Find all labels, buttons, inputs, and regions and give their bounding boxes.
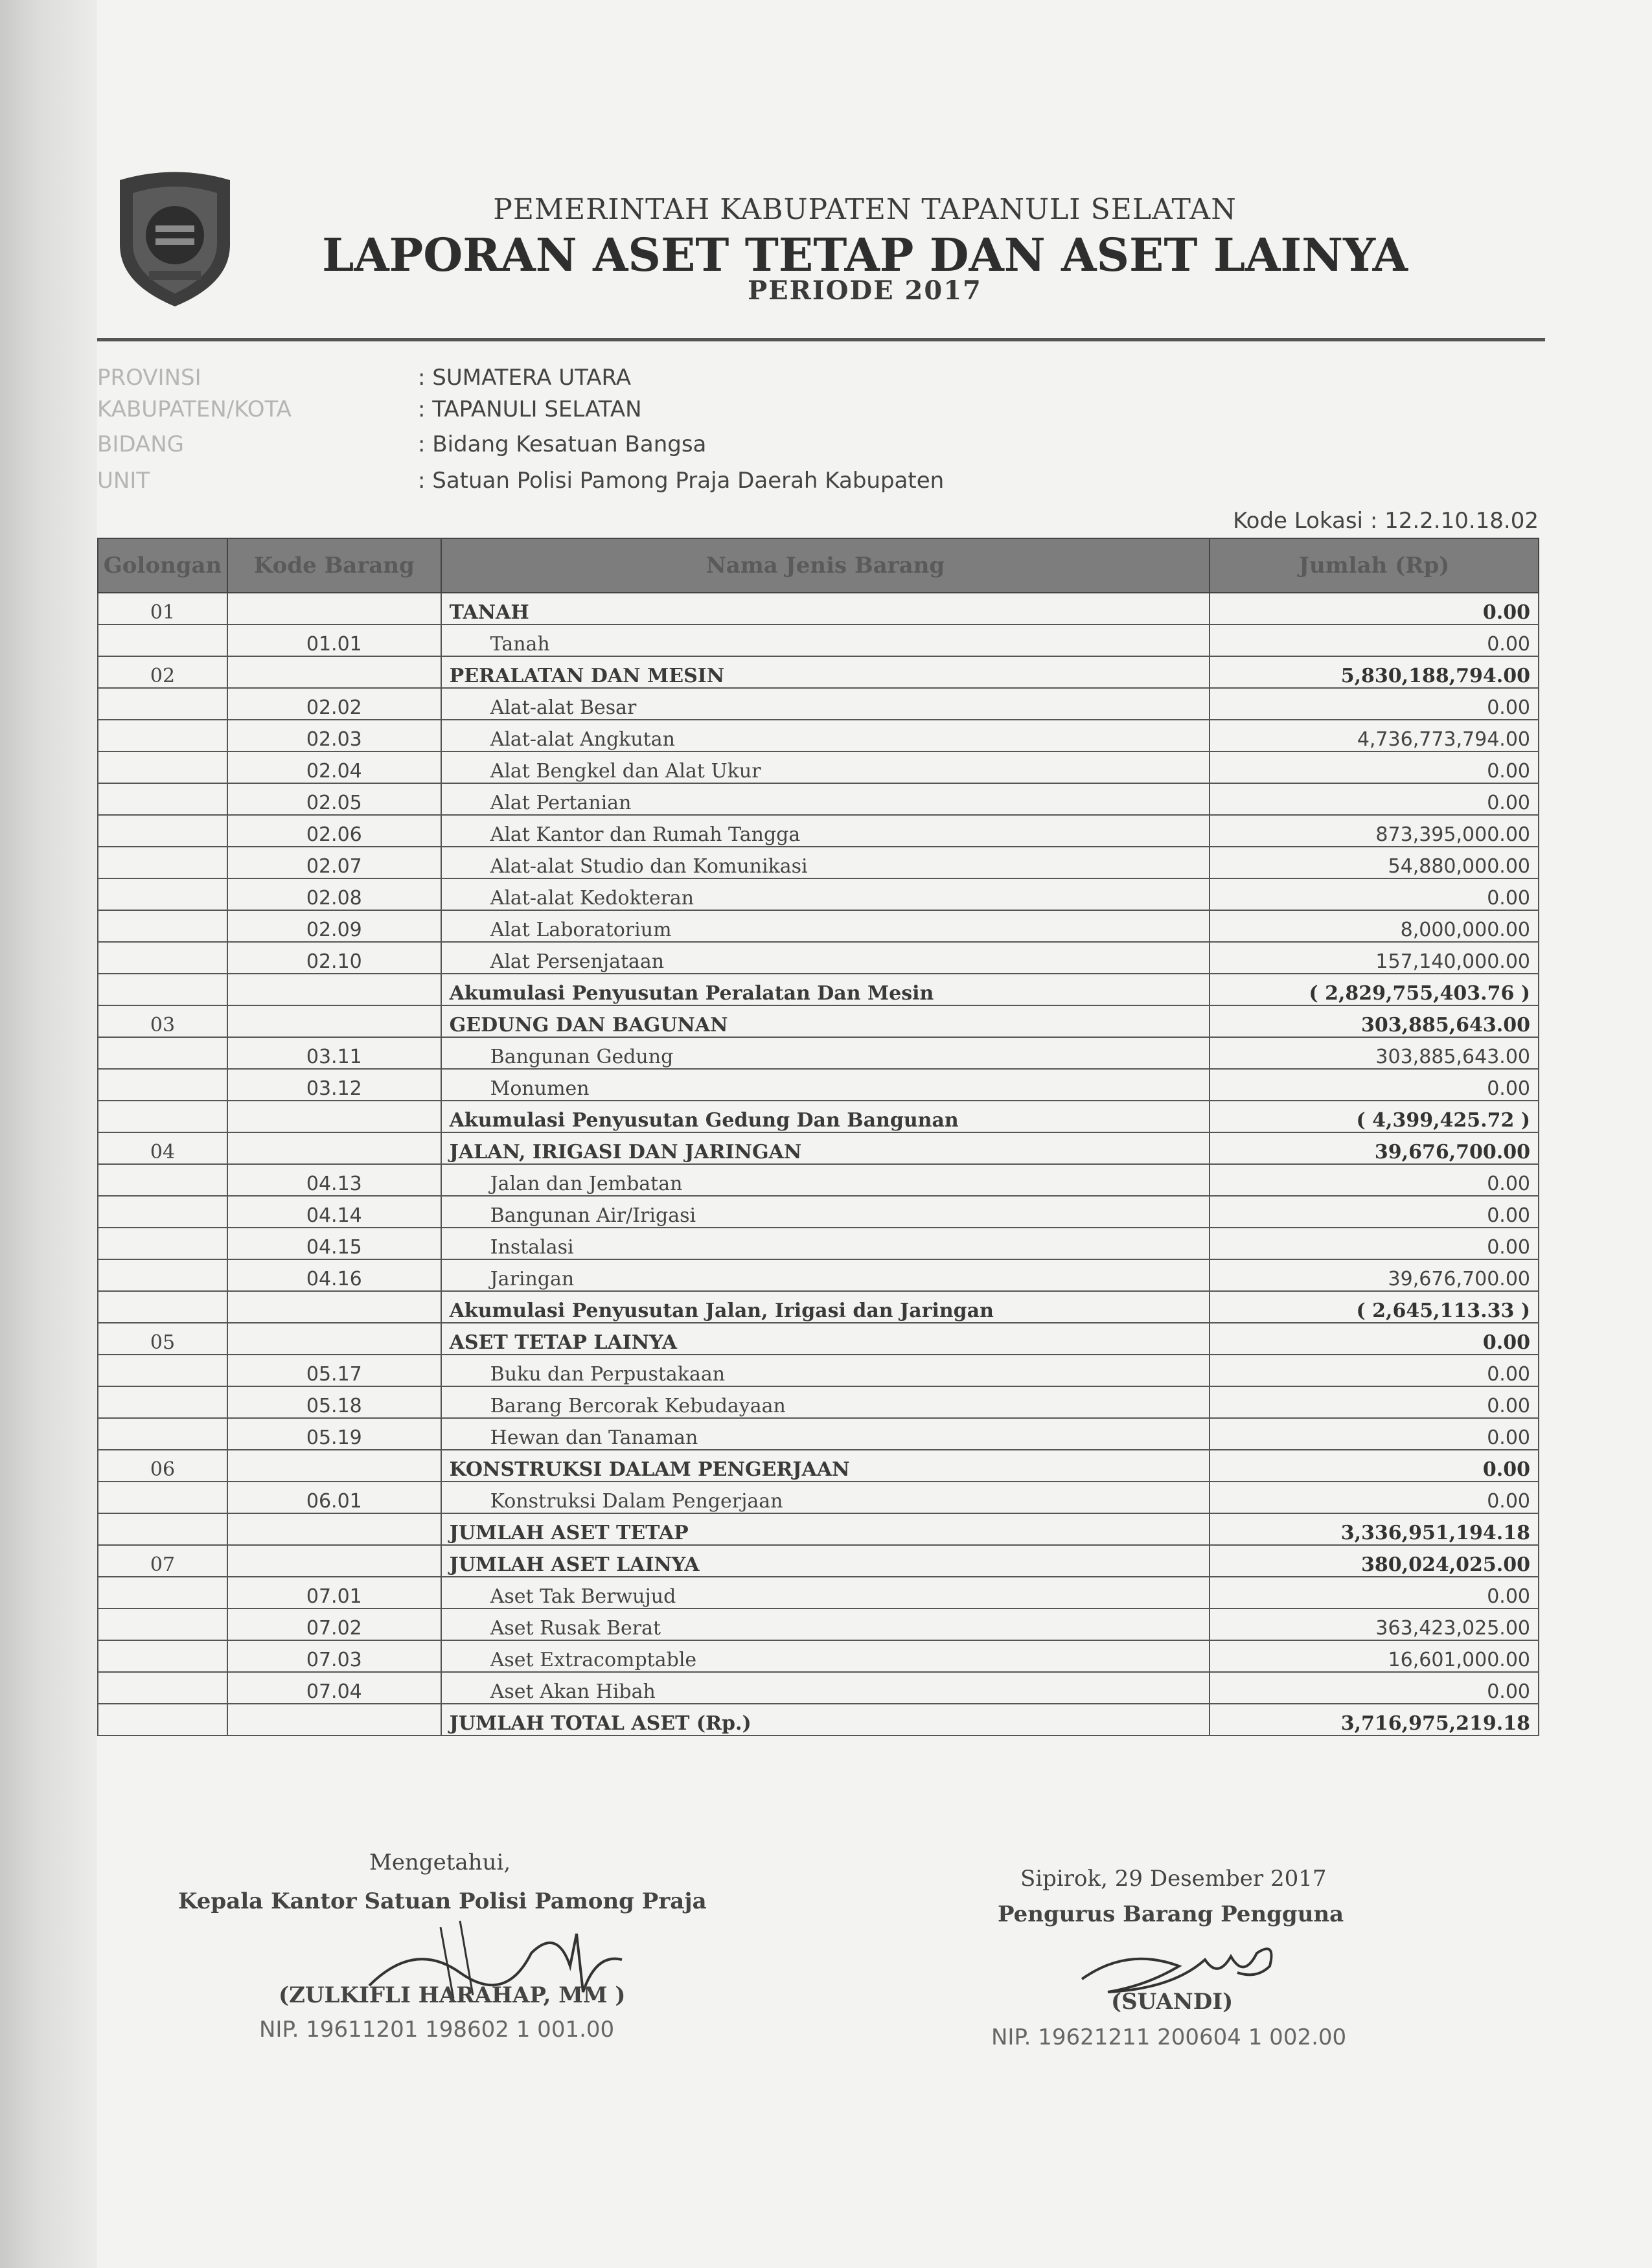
amount-cell: 0.00 bbox=[1210, 1355, 1539, 1386]
item-name-cell: Buku dan Perpustakaan bbox=[441, 1355, 1210, 1386]
amount-cell: 0.00 bbox=[1210, 1577, 1539, 1609]
amount-cell: 0.00 bbox=[1210, 1196, 1539, 1228]
group-code-cell bbox=[98, 1609, 227, 1640]
table-row bbox=[98, 1704, 1539, 1735]
group-code-cell bbox=[98, 847, 227, 878]
item-code-cell: 04.16 bbox=[227, 1259, 441, 1291]
table-row bbox=[98, 688, 1539, 720]
item-code-cell bbox=[227, 1101, 441, 1132]
group-code-cell bbox=[98, 688, 227, 720]
amount-cell: 0.00 bbox=[1210, 1386, 1539, 1418]
item-name-cell: ASET TETAP LAINYA bbox=[441, 1323, 1210, 1355]
amount-cell: 0.00 bbox=[1210, 878, 1539, 910]
amount-cell: 0.00 bbox=[1210, 783, 1539, 815]
amount-cell: 4,736,773,794.00 bbox=[1210, 720, 1539, 751]
asset-table bbox=[97, 538, 1539, 1736]
amount-cell: 303,885,643.00 bbox=[1210, 1005, 1539, 1037]
item-code-cell: 05.17 bbox=[227, 1355, 441, 1386]
item-name-cell: Tanah bbox=[441, 624, 1210, 656]
item-code-cell: 07.01 bbox=[227, 1577, 441, 1609]
table-header-row bbox=[98, 538, 1539, 593]
amount-cell: ( 2,829,755,403.76 ) bbox=[1210, 974, 1539, 1005]
table-row bbox=[98, 593, 1539, 624]
acknowledged-label: Mengetahui, bbox=[369, 1850, 511, 1875]
item-name-cell: Alat-alat Studio dan Komunikasi bbox=[441, 847, 1210, 878]
table-row bbox=[98, 1545, 1539, 1577]
item-code-cell bbox=[227, 1005, 441, 1037]
group-code-cell: 06 bbox=[98, 1450, 227, 1482]
table-row bbox=[98, 1132, 1539, 1164]
column-header: Nama Jenis Barang bbox=[441, 538, 1210, 593]
item-code-cell: 02.10 bbox=[227, 942, 441, 974]
group-code-cell bbox=[98, 1228, 227, 1259]
table-row bbox=[98, 1418, 1539, 1450]
amount-cell: 0.00 bbox=[1210, 751, 1539, 783]
item-code-cell bbox=[227, 1291, 441, 1323]
amount-cell: ( 4,399,425.72 ) bbox=[1210, 1101, 1539, 1132]
table-row bbox=[98, 1482, 1539, 1513]
report-title: LAPORAN ASET TETAP DAN ASET LAINYA bbox=[322, 228, 1408, 282]
item-code-cell bbox=[227, 593, 441, 624]
group-code-cell bbox=[98, 783, 227, 815]
group-code-cell: 03 bbox=[98, 1005, 227, 1037]
amount-cell: ( 2,645,113.33 ) bbox=[1210, 1291, 1539, 1323]
amount-cell: 0.00 bbox=[1210, 593, 1539, 624]
item-name-cell: Bangunan Gedung bbox=[441, 1037, 1210, 1069]
amount-cell: 0.00 bbox=[1210, 1069, 1539, 1101]
amount-cell: 0.00 bbox=[1210, 1450, 1539, 1482]
table-row bbox=[98, 1640, 1539, 1672]
item-code-cell: 03.12 bbox=[227, 1069, 441, 1101]
meta-value: : SUMATERA UTARA bbox=[418, 365, 632, 391]
item-name-cell: Konstruksi Dalam Pengerjaan bbox=[441, 1482, 1210, 1513]
group-code-cell: 05 bbox=[98, 1323, 227, 1355]
item-name-cell: Akumulasi Penyusutan Gedung Dan Bangunan bbox=[441, 1101, 1210, 1132]
table-row bbox=[98, 624, 1539, 656]
group-code-cell bbox=[98, 1291, 227, 1323]
item-name-cell: Aset Tak Berwujud bbox=[441, 1577, 1210, 1609]
group-code-cell bbox=[98, 1196, 227, 1228]
amount-cell: 3,336,951,194.18 bbox=[1210, 1513, 1539, 1545]
item-name-cell: KONSTRUKSI DALAM PENGERJAAN bbox=[441, 1450, 1210, 1482]
table-row bbox=[98, 1323, 1539, 1355]
asset-table-body bbox=[98, 593, 1539, 1735]
amount-cell: 8,000,000.00 bbox=[1210, 910, 1539, 942]
item-name-cell: Jalan dan Jembatan bbox=[441, 1164, 1210, 1196]
table-row bbox=[98, 1196, 1539, 1228]
meta-label: BIDANG bbox=[97, 431, 184, 457]
meta-label: UNIT bbox=[97, 468, 150, 494]
left-signer-name: (ZULKIFLI HARAHAP, MM ) bbox=[279, 1982, 626, 2008]
amount-cell: 5,830,188,794.00 bbox=[1210, 656, 1539, 688]
group-code-cell bbox=[98, 1259, 227, 1291]
table-row bbox=[98, 720, 1539, 751]
item-code-cell: 04.15 bbox=[227, 1228, 441, 1259]
item-code-cell bbox=[227, 1704, 441, 1735]
item-name-cell: Barang Bercorak Kebudayaan bbox=[441, 1386, 1210, 1418]
table-row bbox=[98, 1609, 1539, 1640]
group-code-cell: 04 bbox=[98, 1132, 227, 1164]
meta-unit bbox=[97, 468, 944, 494]
report-period: PERIODE 2017 bbox=[748, 275, 982, 306]
item-name-cell: JALAN, IRIGASI DAN JARINGAN bbox=[441, 1132, 1210, 1164]
item-name-cell: JUMLAH ASET TETAP bbox=[441, 1513, 1210, 1545]
item-code-cell: 02.06 bbox=[227, 815, 441, 847]
group-code-cell bbox=[98, 910, 227, 942]
amount-cell: 39,676,700.00 bbox=[1210, 1259, 1539, 1291]
item-name-cell: Alat-alat Besar bbox=[441, 688, 1210, 720]
group-code-cell bbox=[98, 815, 227, 847]
meta-value: : TAPANULI SELATAN bbox=[418, 396, 642, 422]
item-code-cell: 02.04 bbox=[227, 751, 441, 783]
item-name-cell: Jaringan bbox=[441, 1259, 1210, 1291]
group-code-cell bbox=[98, 624, 227, 656]
table-row bbox=[98, 783, 1539, 815]
table-row bbox=[98, 815, 1539, 847]
meta-regency bbox=[97, 396, 642, 422]
group-code-cell bbox=[98, 1164, 227, 1196]
item-name-cell: Aset Akan Hibah bbox=[441, 1672, 1210, 1704]
amount-cell: 0.00 bbox=[1210, 1323, 1539, 1355]
group-code-cell bbox=[98, 942, 227, 974]
location-code: Kode Lokasi : 12.2.10.18.02 bbox=[1233, 508, 1539, 534]
meta-label: PROVINSI bbox=[97, 365, 201, 391]
item-code-cell: 05.19 bbox=[227, 1418, 441, 1450]
table-row bbox=[98, 1005, 1539, 1037]
group-code-cell bbox=[98, 1386, 227, 1418]
item-name-cell: Monumen bbox=[441, 1069, 1210, 1101]
table-row bbox=[98, 878, 1539, 910]
group-code-cell: 07 bbox=[98, 1545, 227, 1577]
group-code-cell: 02 bbox=[98, 656, 227, 688]
table-row bbox=[98, 1228, 1539, 1259]
item-name-cell: Alat Kantor dan Rumah Tangga bbox=[441, 815, 1210, 847]
item-code-cell: 06.01 bbox=[227, 1482, 441, 1513]
meta-value: : Bidang Kesatuan Bangsa bbox=[418, 431, 707, 457]
item-code-cell bbox=[227, 1450, 441, 1482]
amount-cell: 3,716,975,219.18 bbox=[1210, 1704, 1539, 1735]
table-row bbox=[98, 1450, 1539, 1482]
amount-cell: 0.00 bbox=[1210, 1482, 1539, 1513]
government-name: PEMERINTAH KABUPATEN TAPANULI SELATAN bbox=[493, 193, 1237, 226]
item-name-cell: Aset Extracomptable bbox=[441, 1640, 1210, 1672]
item-code-cell bbox=[227, 1513, 441, 1545]
table-row bbox=[98, 1259, 1539, 1291]
group-code-cell bbox=[98, 1704, 227, 1735]
item-code-cell: 02.03 bbox=[227, 720, 441, 751]
item-name-cell: GEDUNG DAN BAGUNAN bbox=[441, 1005, 1210, 1037]
amount-cell: 0.00 bbox=[1210, 1418, 1539, 1450]
item-code-cell: 03.11 bbox=[227, 1037, 441, 1069]
left-signer-nip: NIP. 19611201 198602 1 001.00 bbox=[259, 2017, 615, 2043]
place-date: Sipirok, 29 Desember 2017 bbox=[1020, 1866, 1327, 1892]
table-row bbox=[98, 1355, 1539, 1386]
amount-cell: 157,140,000.00 bbox=[1210, 942, 1539, 974]
item-code-cell bbox=[227, 1545, 441, 1577]
item-code-cell bbox=[227, 656, 441, 688]
group-code-cell bbox=[98, 751, 227, 783]
table-row bbox=[98, 656, 1539, 688]
table-row bbox=[98, 847, 1539, 878]
group-code-cell bbox=[98, 1577, 227, 1609]
right-signer-title: Pengurus Barang Pengguna bbox=[998, 1901, 1344, 1927]
group-code-cell bbox=[98, 1101, 227, 1132]
item-code-cell: 02.07 bbox=[227, 847, 441, 878]
item-code-cell bbox=[227, 1132, 441, 1164]
group-code-cell bbox=[98, 1640, 227, 1672]
amount-cell: 54,880,000.00 bbox=[1210, 847, 1539, 878]
item-name-cell: TANAH bbox=[441, 593, 1210, 624]
group-code-cell bbox=[98, 1037, 227, 1069]
item-code-cell: 02.05 bbox=[227, 783, 441, 815]
group-code-cell bbox=[98, 1418, 227, 1450]
amount-cell: 39,676,700.00 bbox=[1210, 1132, 1539, 1164]
item-code-cell: 02.08 bbox=[227, 878, 441, 910]
table-row bbox=[98, 1037, 1539, 1069]
group-code-cell bbox=[98, 1355, 227, 1386]
right-signer-name: (SUANDI) bbox=[1111, 1989, 1233, 2015]
item-name-cell: Alat-alat Kedokteran bbox=[441, 878, 1210, 910]
meta-field bbox=[97, 431, 706, 457]
item-name-cell: JUMLAH TOTAL ASET (Rp.) bbox=[441, 1704, 1210, 1735]
meta-label: KABUPATEN/KOTA bbox=[97, 396, 292, 422]
item-name-cell: Alat Laboratorium bbox=[441, 910, 1210, 942]
table-row bbox=[98, 1672, 1539, 1704]
item-name-cell: Alat Bengkel dan Alat Ukur bbox=[441, 751, 1210, 783]
group-code-cell bbox=[98, 878, 227, 910]
right-signer-nip: NIP. 19621211 200604 1 002.00 bbox=[991, 2024, 1347, 2050]
group-code-cell bbox=[98, 720, 227, 751]
group-code-cell bbox=[98, 1513, 227, 1545]
table-row bbox=[98, 1069, 1539, 1101]
item-code-cell bbox=[227, 974, 441, 1005]
item-code-cell: 01.01 bbox=[227, 624, 441, 656]
amount-cell: 16,601,000.00 bbox=[1210, 1640, 1539, 1672]
column-header: Golongan bbox=[98, 538, 227, 593]
amount-cell: 0.00 bbox=[1210, 688, 1539, 720]
item-name-cell: PERALATAN DAN MESIN bbox=[441, 656, 1210, 688]
item-name-cell: Alat Persenjataan bbox=[441, 942, 1210, 974]
item-code-cell: 04.14 bbox=[227, 1196, 441, 1228]
table-row bbox=[98, 1577, 1539, 1609]
item-code-cell: 02.09 bbox=[227, 910, 441, 942]
table-row bbox=[98, 1164, 1539, 1196]
item-name-cell: JUMLAH ASET LAINYA bbox=[441, 1545, 1210, 1577]
item-name-cell: Instalasi bbox=[441, 1228, 1210, 1259]
table-row bbox=[98, 1386, 1539, 1418]
group-code-cell bbox=[98, 1069, 227, 1101]
item-code-cell: 07.03 bbox=[227, 1640, 441, 1672]
item-name-cell: Hewan dan Tanaman bbox=[441, 1418, 1210, 1450]
meta-value: : Satuan Polisi Pamong Praja Daerah Kabupaten bbox=[418, 468, 945, 494]
table-row bbox=[98, 1513, 1539, 1545]
item-name-cell: Alat-alat Angkutan bbox=[441, 720, 1210, 751]
item-name-cell: Aset Rusak Berat bbox=[441, 1609, 1210, 1640]
left-signer-title: Kepala Kantor Satuan Polisi Pamong Praja bbox=[178, 1888, 707, 1914]
item-code-cell: 05.18 bbox=[227, 1386, 441, 1418]
table-row bbox=[98, 1291, 1539, 1323]
item-code-cell bbox=[227, 1323, 441, 1355]
amount-cell: 873,395,000.00 bbox=[1210, 815, 1539, 847]
meta-province bbox=[97, 365, 631, 391]
amount-cell: 363,423,025.00 bbox=[1210, 1609, 1539, 1640]
amount-cell: 0.00 bbox=[1210, 1228, 1539, 1259]
table-row bbox=[98, 974, 1539, 1005]
table-row bbox=[98, 910, 1539, 942]
amount-cell: 303,885,643.00 bbox=[1210, 1037, 1539, 1069]
column-header: Kode Barang bbox=[227, 538, 441, 593]
group-code-cell bbox=[98, 974, 227, 1005]
item-code-cell: 02.02 bbox=[227, 688, 441, 720]
page-gutter-shadow bbox=[0, 0, 97, 2268]
item-code-cell: 07.02 bbox=[227, 1609, 441, 1640]
item-name-cell: Bangunan Air/Irigasi bbox=[441, 1196, 1210, 1228]
item-code-cell: 04.13 bbox=[227, 1164, 441, 1196]
amount-cell: 0.00 bbox=[1210, 1672, 1539, 1704]
group-code-cell bbox=[98, 1672, 227, 1704]
item-name-cell: Alat Pertanian bbox=[441, 783, 1210, 815]
group-code-cell bbox=[98, 1482, 227, 1513]
column-header: Jumlah (Rp) bbox=[1210, 538, 1539, 593]
group-code-cell: 01 bbox=[98, 593, 227, 624]
item-code-cell: 07.04 bbox=[227, 1672, 441, 1704]
amount-cell: 0.00 bbox=[1210, 624, 1539, 656]
amount-cell: 0.00 bbox=[1210, 1164, 1539, 1196]
amount-cell: 380,024,025.00 bbox=[1210, 1545, 1539, 1577]
table-row bbox=[98, 942, 1539, 974]
item-name-cell: Akumulasi Penyusutan Peralatan Dan Mesin bbox=[441, 974, 1210, 1005]
item-name-cell: Akumulasi Penyusutan Jalan, Irigasi dan Jaringan bbox=[441, 1291, 1210, 1323]
header-divider bbox=[97, 338, 1545, 341]
table-row bbox=[98, 751, 1539, 783]
table-row bbox=[98, 1101, 1539, 1132]
